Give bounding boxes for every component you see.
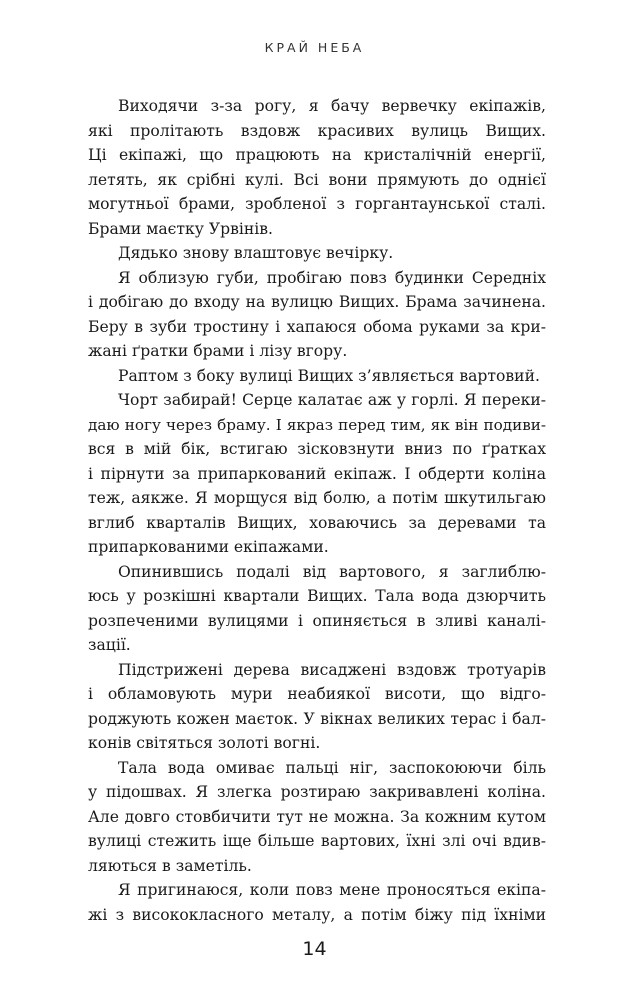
text-line: летять, як срібні кулі. Всі вони прямують до однієї (88, 170, 546, 189)
text-line: Тала вода омиває пальці ніг, заспокоюючи біль (118, 758, 546, 777)
text-line: даю ногу через браму. І якраз перед тим, як він подиви- (88, 415, 546, 434)
text-line: Але довго стовбичити тут не можна. За кожним кутом (88, 807, 546, 826)
text-line: Я облизую губи, пробігаю повз будинки Середніх (118, 268, 546, 287)
text-line: Опинившись подалі від вартового, я заглиблю- (118, 562, 546, 581)
text-line: юсь у розкішні квартали Вищих. Тала вода дзюрчить (88, 587, 546, 605)
text-line: у підошвах. Я злегка розтираю закривавлені коліна. (88, 783, 546, 801)
text-line: зації. (88, 636, 131, 654)
text-line: Ці екіпажі, що працюють на кристалічній енергії, (88, 146, 546, 164)
text-line: теж, аякже. Я морщуся від болю, а потім шкутильгаю (88, 489, 546, 507)
page-number: 14 (302, 938, 327, 960)
text-line: Чорт забирай! Серце калатає аж у горлі. Я переки- (118, 391, 546, 409)
text-line: і обламовують мури неабиякої висоти, що відго- (88, 685, 546, 703)
text-line: Я пригинаюся, коли повз мене проносяться екіпа- (118, 881, 546, 899)
text-line: конів світяться золоті вогні. (88, 734, 321, 752)
text-line: які пролітають вздовж красивих вулиць Вищих. (88, 121, 546, 140)
text-line: ляються в заметіль. (88, 856, 252, 875)
text-line: жі з висококласного металу, а потім біжу під їхніми (88, 905, 546, 924)
text-line: Брами маєтку Урвінів. (88, 219, 274, 238)
body-text (88, 94, 546, 927)
text-line: вулиці стежить іще більше вартових, їхні злі очі вдив- (88, 832, 546, 850)
text-line: вся в мій бік, встигаю зісковзнути вниз по ґратках (88, 440, 546, 458)
text-line: жані ґратки брами і лізу вгору. (88, 342, 348, 360)
text-line: і добігаю до входу на вулицю Вищих. Брама зачинена. (88, 293, 546, 311)
text-line: Беру в зуби тростину і хапаюся обома руками за кри- (88, 317, 546, 336)
text-line: вглиб кварталів Вищих, ховаючись за деревами та (88, 513, 546, 532)
text-line: могутньої брами, зробленої з горгантаунської сталі. (88, 195, 546, 213)
text-line: роджують кожен маєток. У вікнах великих терас і бал- (88, 709, 546, 728)
text-line: Дядько знову влаштовує вечірку. (118, 244, 394, 262)
text-line: розпеченими вулицями і опиняється в зливі каналі- (88, 611, 546, 630)
text-line: Підстрижені дерева висаджені вздовж тротуарів (118, 660, 546, 679)
text-line: Виходячи з-за рогу, я бачу вервечку екіпажів, (118, 97, 546, 115)
text-line: Раптом з боку вулиці Вищих з’являється вартовий. (118, 366, 540, 385)
running-head: КРАЙ НЕБА (264, 40, 365, 55)
text-line: припаркованими екіпажами. (88, 538, 329, 556)
text-line: і пірнути за припаркований екіпаж. І обдерти коліна (88, 464, 546, 483)
